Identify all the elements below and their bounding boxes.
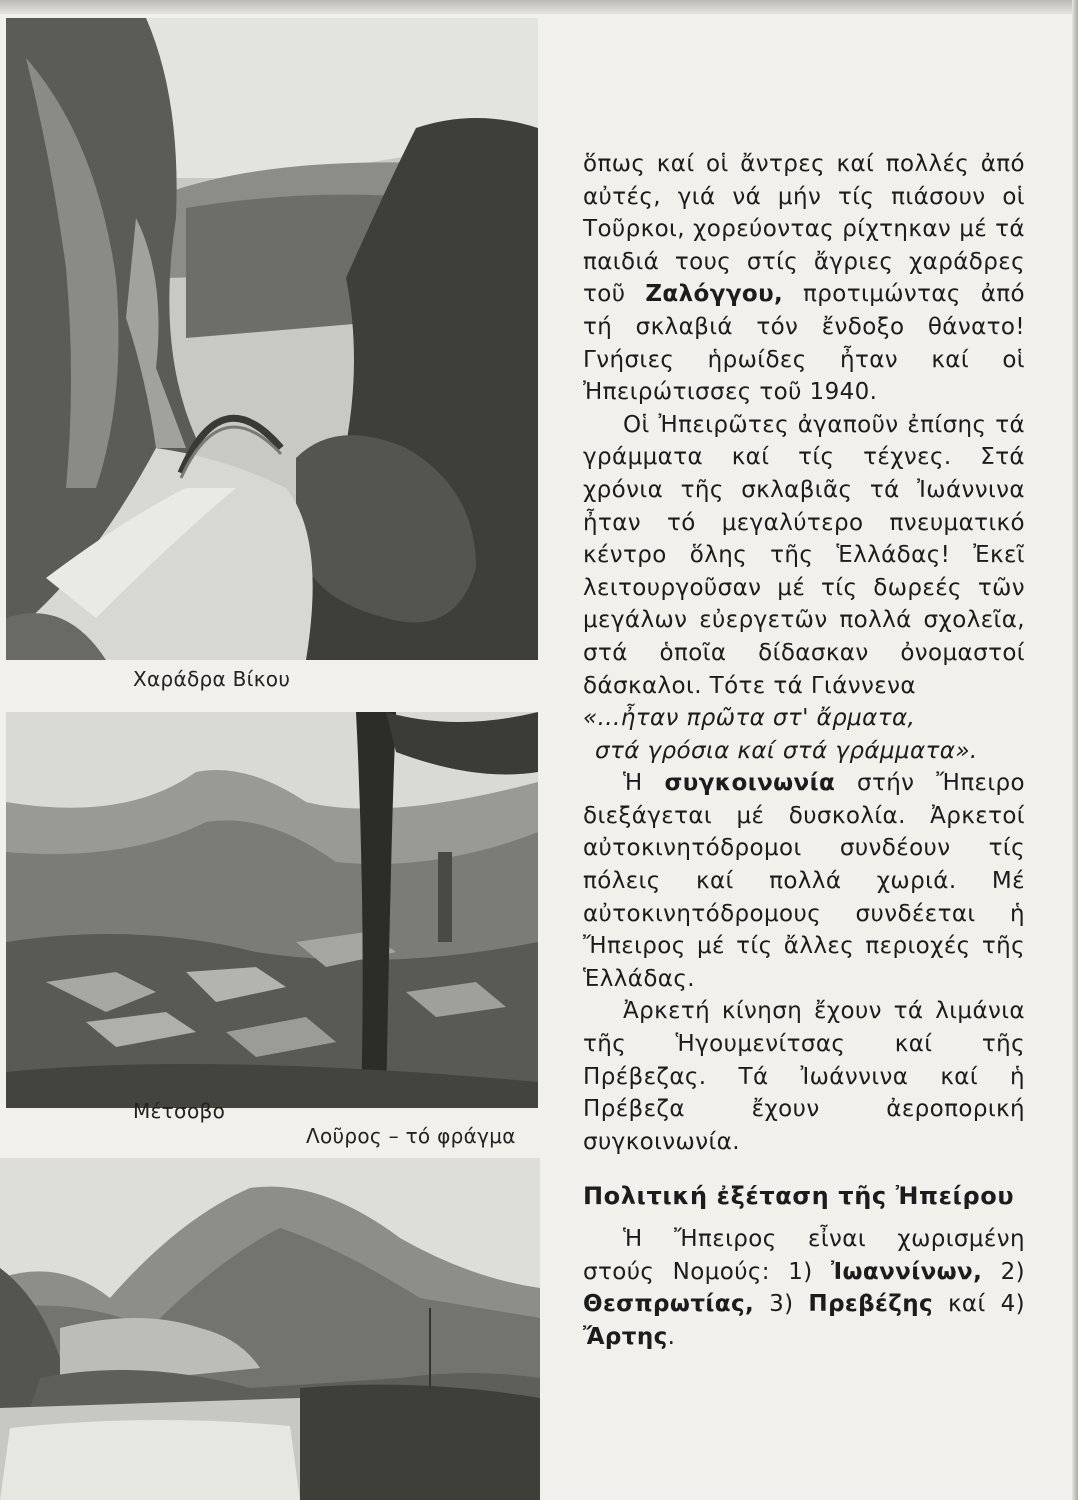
quote-line-1: «...ἦταν πρῶτα στ' ἄρματα, xyxy=(583,705,916,732)
prefecture-arta: Ἄρτης xyxy=(583,1323,668,1350)
transport-term: συγκοινωνία xyxy=(664,770,836,797)
photo-vikos-gorge xyxy=(6,18,538,660)
paragraph-5-sep-2: 3) xyxy=(754,1291,809,1318)
paragraph-3 xyxy=(583,767,1025,995)
caption-louros: Λοῦρος – τό φράγμα xyxy=(306,1124,516,1148)
zalongo-term: Ζαλόγγου, xyxy=(645,281,784,308)
photo-louros-dam xyxy=(0,1158,540,1500)
paragraph-3-start: Ἡ xyxy=(623,770,665,797)
section-heading: Πολιτική ἐξέταση τῆς Ἠπείρου xyxy=(583,1182,1015,1211)
paragraph-1-end: προτιμώντας ἀπό τή σκλαβιά τόν ἔνδοξο θάνατο! Γνήσιες ἡρωίδες ἦταν καί οἱ Ἠπειρώτισσες τοῦ 1940. xyxy=(583,281,1025,406)
prefecture-preveza: Πρεβέζης xyxy=(808,1291,934,1318)
caption-metsovo: Μέτσοβο xyxy=(133,1099,226,1123)
main-text-column xyxy=(583,148,1025,1353)
caption-vikos: Χαράδρα Βίκου xyxy=(133,667,291,691)
paragraph-5 xyxy=(583,1223,1025,1353)
paragraph-5-start: Ἡ Ἤπειρος εἶναι χωρισμένη στούς Νομούς: 1) xyxy=(583,1226,1025,1285)
paragraph-5-sep-1: 2) xyxy=(982,1258,1025,1285)
paragraph-5-sep-3: καί 4) xyxy=(933,1291,1025,1318)
page-top-edge xyxy=(0,0,1078,14)
quote-block xyxy=(583,702,1025,767)
prefecture-thesprotia: Θεσπρωτίας, xyxy=(583,1291,755,1318)
paragraph-4: Ἀρκετή κίνηση ἔχουν τά λιμάνια τῆς Ἡγουμενίτσας καί τῆς Πρέβεζας. Τά Ἰωάννινα καί ἡ Πρέβεζα ἔχουν ἀεροπορική συγκοινωνία. xyxy=(583,998,1025,1155)
photo-metsovo xyxy=(6,712,538,1108)
paragraph-1-text: ὅπως καί οἱ ἄντρες καί πολλές ἀπό αὐτές, γιά νά μήν τίς πιάσουν οἱ Τοῦρκοι, χορεύοντας ρίχτηκαν μέ τά παιδιά τους στίς ἄγριες χαράδρες τοῦ xyxy=(583,151,1025,308)
prefecture-ioannina: Ἰωαννίνων, xyxy=(831,1258,983,1285)
paragraph-3-end: στήν Ἤπειρο διεξάγεται μέ δυσκολία. Ἀρκετοί αὐτοκινητόδρομοι συνδέουν τίς πόλεις καί πολλά χωριά. Μέ αὐτοκινητόδρομους συνδέεται ἡ Ἤπειρος μέ τίς ἄλλες περιοχές τῆς Ἑλλάδας. xyxy=(583,770,1026,992)
page-right-edge xyxy=(1072,0,1078,1500)
paragraph-5-end: . xyxy=(667,1323,676,1350)
quote-line-2: στά γρόσια καί στά γράμματα». xyxy=(595,737,978,764)
paragraph-2: Οἱ Ἠπειρῶτες ἀγαποῦν ἐπίσης τά γράμματα καί τίς τέχνες. Στά χρόνια τῆς σκλαβιᾶς τά Ἰωάννινα ἦταν τό μεγαλύτερο πνευματικό κέντρο ὅλης τῆς Ἑλλάδας! Ἐκεῖ λειτουργοῦσαν μέ τίς δωρεές τῶν μεγάλων εὐεργετῶν πολλά σχολεῖα, στά ὁποῖα δίδασκαν ὀνομαστοί δάσκαλοι. Τότε τά Γιάννενα xyxy=(583,411,1025,699)
paragraph-1 xyxy=(583,148,1025,409)
